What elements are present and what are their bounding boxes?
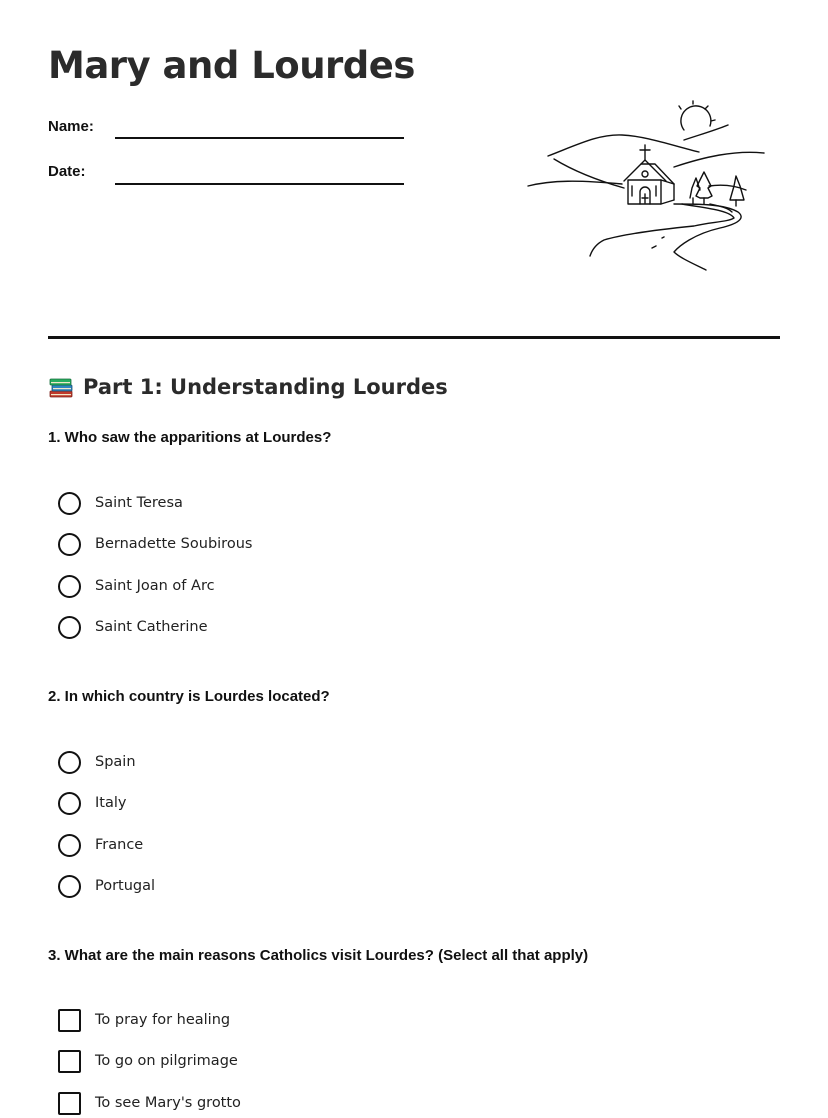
part1-heading <box>48 374 448 400</box>
question-2: 2. In which country is Lourdes located? <box>48 688 330 705</box>
checkbox[interactable] <box>58 1050 81 1073</box>
option-label: Portugal <box>95 878 156 894</box>
option-q2-c[interactable] <box>58 833 143 857</box>
section-divider <box>48 336 780 339</box>
option-q2-a[interactable] <box>58 750 136 774</box>
radio-button[interactable] <box>58 834 81 857</box>
radio-button[interactable] <box>58 492 81 515</box>
option-q3-a[interactable] <box>58 1008 230 1032</box>
option-label: France <box>95 837 144 853</box>
option-q1-b[interactable] <box>58 532 252 556</box>
option-q3-c[interactable] <box>58 1091 241 1115</box>
part1-heading-text: Part 1: Understanding Lourdes <box>83 375 448 399</box>
radio-button[interactable] <box>58 875 81 898</box>
option-label: To see Mary's grotto <box>95 1095 241 1111</box>
option-q1-d[interactable] <box>58 615 208 639</box>
option-label: To go on pilgrimage <box>95 1053 238 1069</box>
option-label: Saint Catherine <box>95 619 208 635</box>
option-label: Saint Joan of Arc <box>95 578 215 594</box>
question-3: 3. What are the main reasons Catholics visit Lourdes? (Select all that apply) <box>48 947 589 964</box>
chapel-landscape-illustration <box>524 100 770 276</box>
radio-button[interactable] <box>58 575 81 598</box>
books-icon <box>48 374 74 400</box>
date-field[interactable] <box>115 183 404 185</box>
checkbox[interactable] <box>58 1009 81 1032</box>
radio-button[interactable] <box>58 792 81 815</box>
name-label: Name: <box>48 118 94 135</box>
option-q1-a[interactable] <box>58 491 183 515</box>
option-q3-b[interactable] <box>58 1049 238 1073</box>
option-label: Bernadette Soubirous <box>95 536 253 552</box>
radio-button[interactable] <box>58 616 81 639</box>
option-label: To pray for healing <box>95 1012 231 1028</box>
question-1: 1. Who saw the apparitions at Lourdes? <box>48 429 332 446</box>
radio-button[interactable] <box>58 533 81 556</box>
radio-button[interactable] <box>58 751 81 774</box>
option-q1-c[interactable] <box>58 574 215 598</box>
option-q2-b[interactable] <box>58 791 126 815</box>
checkbox[interactable] <box>58 1092 81 1115</box>
name-field[interactable] <box>115 137 404 139</box>
date-label: Date: <box>48 163 86 180</box>
option-label: Saint Teresa <box>95 495 183 511</box>
option-label: Italy <box>95 795 127 811</box>
option-label: Spain <box>95 754 136 770</box>
option-q2-d[interactable] <box>58 874 155 898</box>
page-title: Mary and Lourdes <box>48 44 415 87</box>
